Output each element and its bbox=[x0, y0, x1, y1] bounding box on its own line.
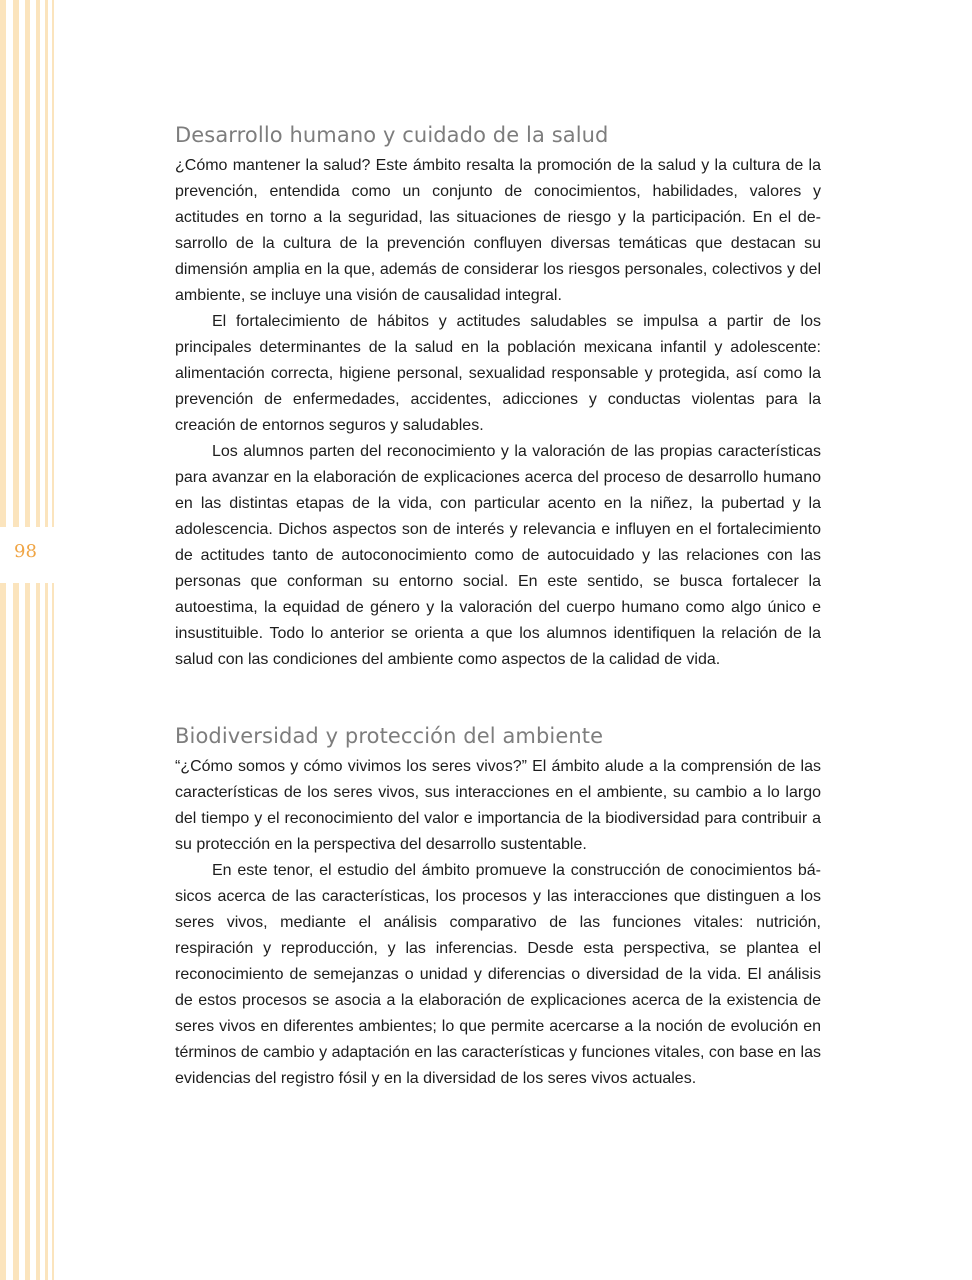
section-title: Desarrollo humano y cuidado de la salud bbox=[175, 123, 609, 147]
paragraph: “¿Cómo somos y cómo vivimos los seres vivos?” El ámbito alude a la comprensión de las características de los seres vivos, sus interacciones en el ambiente, su cambio a lo largo del tiempo y el reconocimiento del valor e importancia de la biodiversidad para contribuir a su protección en la perspectiva del desarrollo sustentable. bbox=[175, 758, 821, 853]
paragraph: El fortalecimiento de hábitos y actitudes saludables se impulsa a partir de los principales determinantes de la salud en la población mexicana infantil y adolescente: alimentación correcta, higiene personal, sexualidad responsable y protegida, así como la prevención de enfermedades, accidentes, adicciones y conductas violentas para la creación de entornos seguros y saludables. bbox=[175, 313, 821, 434]
margin-stripe bbox=[45, 0, 48, 1280]
paragraph: ¿Cómo mantener la salud? Este ámbito resalta la promoción de la salud y la cultura de la prevención, entendida como un conjunto de conocimientos, habilidades, valores y actitudes en torno a la seguridad, las situaciones de riesgo y la participación. En el desarrollo de la cultura de la prevención confluyen diversas temáticas que destacan su dimensión amplia en la que, además de considerar los riesgos personales, colectivos y del ambiente, se incluye una visión de causalidad integral. bbox=[175, 157, 821, 304]
section-title: Biodiversidad y protección del ambiente bbox=[175, 724, 604, 748]
section-desarrollo-humano bbox=[175, 120, 821, 673]
margin-stripe bbox=[0, 0, 6, 1280]
margin-stripe bbox=[52, 0, 54, 1280]
decorative-margin-stripes bbox=[0, 0, 58, 1280]
paragraph: En este tenor, el estudio del ámbito promueve la construcción de conocimientos básicos acerca de las características, los procesos y las interacciones que distinguen a los seres vivos, mediante el análisis comparativo de las funciones vitales: nutrición, respiración y reproducción, y las inferencias. Desde esta perspectiva, se plantea el reconocimiento de semejanzas o unidad y diferencias o diversidad de la vida. El análisis de estos procesos se asocia a la elaboración de explicaciones acerca de la existencia de seres vivos en diferentes ambientes; lo que permite acercarse a la noción de evolución en términos de cambio y adaptación en las características y funciones vitales, con base en las evidencias del registro fósil y en la diversidad de los seres vivos actuales. bbox=[175, 862, 821, 1087]
margin-stripe bbox=[25, 0, 30, 1280]
paragraph: Los alumnos parten del reconocimiento y la valoración de las propias características para avanzar en la elaboración de explicaciones acerca del proceso de desarrollo humano en las distintas etapas de la vida, con particular acento en la niñez, la pubertad y la adolescencia. Dichos aspectos son de interés y relevancia e influyen en el fortalecimiento de actitudes tanto de autoconocimiento como de autocuidado y las relaciones con las personas que conforman su entorno social. En este sentido, se busca fortalecer la autoestima, la equidad de género y la valoración del cuerpo humano como algo único e insustituible. Todo lo anterior se orienta a que los alumnos identifiquen la relación de la salud con las condiciones del ambiente como aspectos de la calidad de vida. bbox=[175, 443, 821, 668]
margin-stripe bbox=[36, 0, 40, 1280]
page-number: 98 bbox=[14, 541, 37, 562]
section-biodiversidad bbox=[175, 721, 821, 1092]
margin-stripe bbox=[13, 0, 19, 1280]
page-content bbox=[175, 120, 821, 1092]
